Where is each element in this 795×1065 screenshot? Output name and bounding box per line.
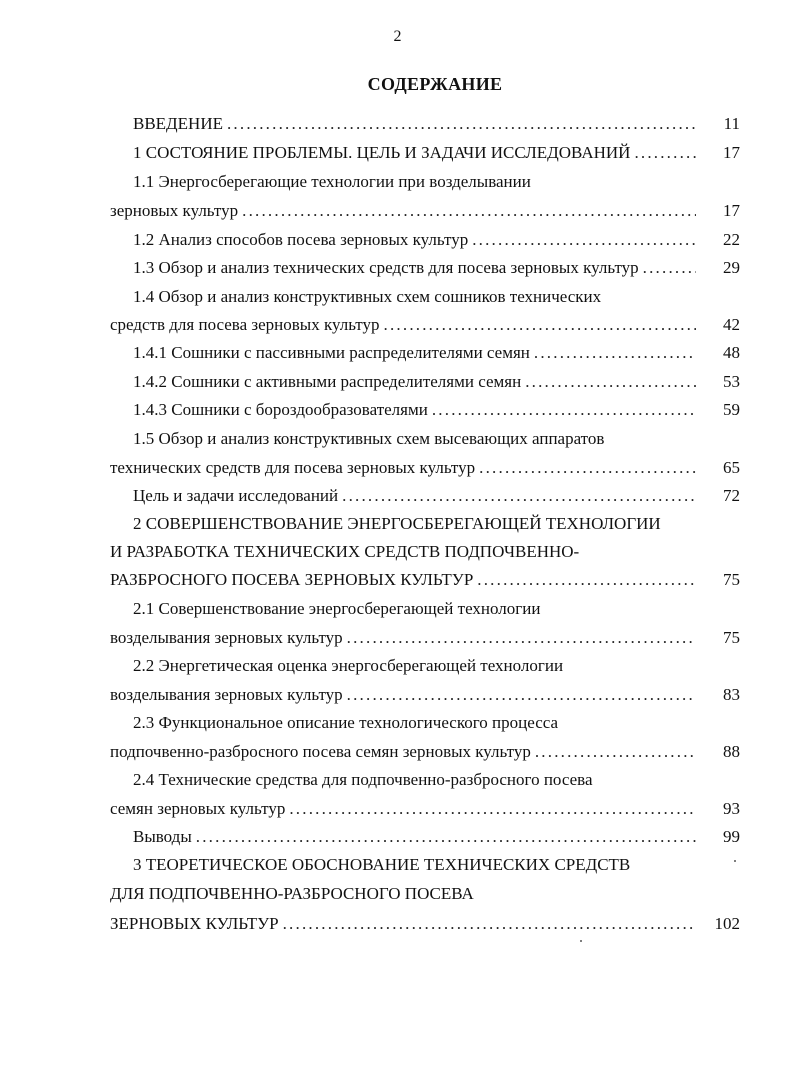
toc-entry-title: 2.3 Функциональное описание технологического процесса bbox=[133, 713, 559, 732]
toc-leader-dots bbox=[227, 112, 696, 136]
toc-entry bbox=[133, 228, 700, 252]
toc-leader-dots bbox=[242, 199, 696, 223]
toc-entry-title: 1.1 Энергосберегающие технологии при возделывании bbox=[133, 172, 531, 191]
toc-entry-continued bbox=[133, 170, 531, 194]
toc-entry-title: ВВЕДЕНИЕ bbox=[133, 114, 223, 133]
toc-leader-dots bbox=[347, 626, 696, 650]
toc-entry-title: возделывания зерновых культур bbox=[110, 685, 343, 704]
toc-page-number: 75 bbox=[723, 628, 740, 647]
toc-page-number: 42 bbox=[723, 315, 740, 334]
toc-entry bbox=[133, 141, 700, 165]
toc-entry-title: 2.1 Совершенствование энергосберегающей технологии bbox=[133, 599, 541, 618]
toc-entry-title: 2 СОВЕРШЕНСТВОВАНИЕ ЭНЕРГОСБЕРЕГАЮЩЕЙ ТЕХНОЛОГИИ bbox=[133, 514, 661, 533]
toc-entry-title: ДЛЯ ПОДПОЧВЕННО-РАЗБРОСНОГО ПОСЕВА bbox=[110, 884, 474, 903]
toc-entry-title: ЗЕРНОВЫХ КУЛЬТУР bbox=[110, 914, 279, 933]
scan-speck bbox=[734, 860, 736, 862]
toc-page-number: 83 bbox=[723, 685, 740, 704]
toc-page-number: 93 bbox=[723, 799, 740, 818]
toc-entry-title: 2.4 Технические средства для подпочвенно-разбросного посева bbox=[133, 770, 593, 789]
toc-entry bbox=[110, 912, 700, 936]
toc-entry bbox=[133, 341, 700, 365]
scan-speck bbox=[580, 940, 582, 942]
toc-entry-title: 1.2 Анализ способов посева зерновых культур bbox=[133, 230, 469, 249]
toc-page-number: 17 bbox=[723, 143, 740, 162]
toc-leader-dots bbox=[432, 398, 696, 422]
toc-leader-dots bbox=[347, 683, 696, 707]
toc-page-number: 22 bbox=[723, 230, 740, 249]
toc-entry-title: 1.3 Обзор и анализ технических средств для посева зерновых культур bbox=[133, 258, 639, 277]
toc-entry bbox=[110, 797, 700, 821]
toc-entry bbox=[110, 568, 700, 592]
toc-page-number: 59 bbox=[723, 400, 740, 419]
toc-leader-dots bbox=[384, 313, 696, 337]
toc-page-number: 102 bbox=[714, 914, 740, 933]
toc-leader-dots bbox=[525, 370, 696, 394]
toc-entry-title: возделывания зерновых культур bbox=[110, 628, 343, 647]
toc-page-number: 72 bbox=[723, 486, 740, 505]
toc-entry-title: 1.4 Обзор и анализ конструктивных схем сошников технических bbox=[133, 287, 602, 306]
toc-entry bbox=[110, 683, 700, 707]
toc-entry-title: 1.4.2 Сошники с активными распределителями семян bbox=[133, 372, 522, 391]
toc-entry bbox=[110, 740, 700, 764]
toc-leader-dots bbox=[196, 825, 696, 849]
toc-entry-title: семян зерновых культур bbox=[110, 799, 286, 818]
toc-entry-title: 1 СОСТОЯНИЕ ПРОБЛЕМЫ. ЦЕЛЬ И ЗАДАЧИ ИССЛЕДОВАНИЙ bbox=[133, 143, 631, 162]
toc-page-number: 17 bbox=[723, 201, 740, 220]
toc-entry-continued bbox=[133, 711, 558, 735]
toc-leader-dots bbox=[472, 228, 696, 252]
toc-entry-title: средств для посева зерновых культур bbox=[110, 315, 380, 334]
toc-entry bbox=[133, 256, 700, 280]
toc-entry-title: технических средств для посева зерновых культур bbox=[110, 458, 476, 477]
toc-leader-dots bbox=[643, 256, 696, 280]
toc-entry-title: Выводы bbox=[133, 827, 192, 846]
toc-entry bbox=[110, 313, 700, 337]
toc-entry-title: Цель и задачи исследований bbox=[133, 486, 339, 505]
toc-entry bbox=[133, 825, 700, 849]
toc-leader-dots bbox=[289, 797, 696, 821]
toc-entry-continued bbox=[133, 853, 630, 877]
toc-entry bbox=[110, 456, 700, 480]
toc-entry-continued bbox=[110, 540, 579, 564]
toc-entry-title: И РАЗРАБОТКА ТЕХНИЧЕСКИХ СРЕДСТВ ПОДПОЧВЕННО- bbox=[110, 542, 580, 561]
toc-leader-dots bbox=[342, 484, 696, 508]
toc-page-number: 29 bbox=[723, 258, 740, 277]
toc-page-number: 99 bbox=[723, 827, 740, 846]
toc-entry-continued bbox=[133, 512, 661, 536]
page-title: СОДЕРЖАНИЕ bbox=[367, 74, 503, 94]
toc-entry-title: подпочвенно-разбросного посева семян зерновых культур bbox=[110, 742, 531, 761]
toc-page-number: 53 bbox=[723, 372, 740, 391]
toc-entry-title: 1.5 Обзор и анализ конструктивных схем высевающих аппаратов bbox=[133, 429, 605, 448]
toc-leader-dots bbox=[283, 912, 696, 936]
toc-entry-title: 3 ТЕОРЕТИЧЕСКОЕ ОБОСНОВАНИЕ ТЕХНИЧЕСКИХ СРЕДСТВ bbox=[133, 855, 631, 874]
toc-entry-title: 2.2 Энергетическая оценка энергосберегающей технологии bbox=[133, 656, 564, 675]
toc-entry-title: 1.4.1 Сошники с пассивными распределителями семян bbox=[133, 343, 530, 362]
toc-entry-continued bbox=[133, 427, 604, 451]
toc-entry-title: 1.4.3 Сошники с бороздообразователями bbox=[133, 400, 428, 419]
toc-entry-continued bbox=[133, 654, 563, 678]
toc-entry bbox=[133, 398, 700, 422]
toc-entry bbox=[110, 199, 700, 223]
toc-leader-dots bbox=[535, 740, 696, 764]
toc-entry bbox=[133, 484, 700, 508]
toc-entry-title: РАЗБРОСНОГО ПОСЕВА ЗЕРНОВЫХ КУЛЬТУР bbox=[110, 570, 474, 589]
toc-entry bbox=[133, 370, 700, 394]
toc-entry-continued bbox=[133, 597, 540, 621]
toc-page-number: 88 bbox=[723, 742, 740, 761]
toc-leader-dots bbox=[534, 341, 696, 365]
toc-entry bbox=[133, 112, 700, 136]
toc-leader-dots bbox=[477, 568, 696, 592]
toc-leader-dots bbox=[479, 456, 696, 480]
toc-entry-continued bbox=[133, 285, 601, 309]
toc-page-number: 75 bbox=[723, 570, 740, 589]
toc-leader-dots bbox=[634, 141, 696, 165]
toc-page-number: 65 bbox=[723, 458, 740, 477]
toc-page-number: 48 bbox=[723, 343, 740, 362]
page-number: 2 bbox=[393, 28, 402, 45]
toc-entry bbox=[110, 626, 700, 650]
toc-entry-continued bbox=[133, 768, 593, 792]
toc-page-number: 11 bbox=[723, 114, 740, 133]
toc-entry-continued bbox=[110, 882, 474, 906]
toc-entry-title: зерновых культур bbox=[110, 201, 239, 220]
